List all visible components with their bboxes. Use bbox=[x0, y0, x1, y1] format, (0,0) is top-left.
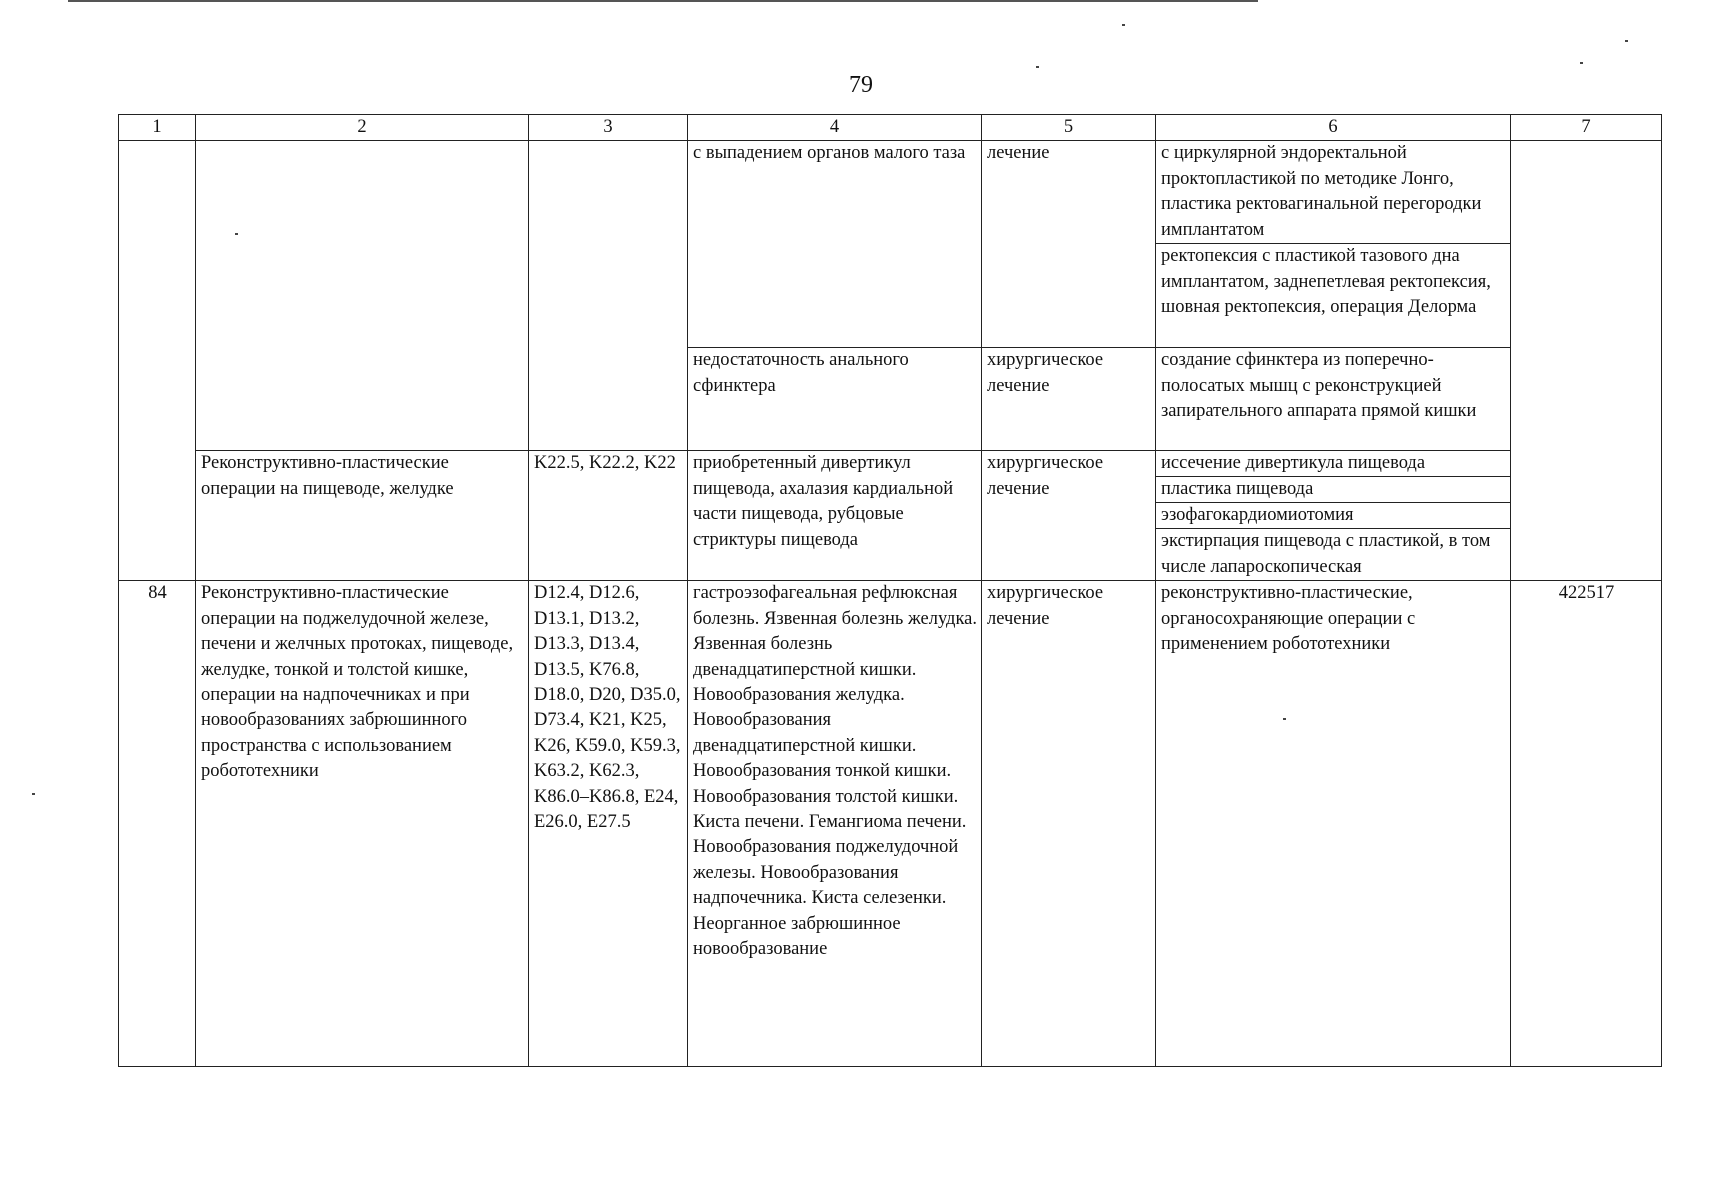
cell-price bbox=[1511, 141, 1662, 581]
cell-diagnosis: приобретенный дивертикул пищевода, ахалазия кардиальной части пищевода, рубцовые стриктуры пищевода bbox=[688, 451, 982, 581]
cell-operation bbox=[196, 141, 529, 451]
cell-codes bbox=[529, 141, 688, 451]
scan-speck bbox=[1036, 66, 1039, 68]
page-number: 79 bbox=[849, 72, 873, 98]
method-item: иссечение дивертикула пищевода bbox=[1156, 451, 1510, 477]
cell-method: ректопексия с пластикой тазового дна имплантатом, заднепетлевая ректопексия, шовная ректопексия, операция Делорма bbox=[1156, 244, 1511, 348]
scan-speck bbox=[1625, 40, 1628, 42]
cell-diagnosis: с выпадением органов малого таза bbox=[688, 141, 982, 348]
cell-codes: D12.4, D12.6, D13.1, D13.2, D13.3, D13.4, D13.5, K76.8, D18.0, D20, D35.0, D73.4, K21, K25, K26, K59.0, K59.3, K63.2, K62.3, K86.0–K86.8, E24, E26.0, E27.5 bbox=[529, 581, 688, 1067]
cell-method: создание сфинктера из поперечно-полосатых мышц с реконструкцией запирательного аппарата прямой кишки bbox=[1156, 348, 1511, 451]
column-header: 7 bbox=[1511, 115, 1662, 141]
column-header: 5 bbox=[982, 115, 1156, 141]
method-item: экстирпация пищевода с пластикой, в том числе лапароскопическая bbox=[1161, 531, 1491, 577]
top-rule bbox=[68, 0, 1258, 2]
cell-diagnosis: гастроэзофагеальная рефлюксная болезнь. Язвенная болезнь желудка. Язвенная болезнь двенадцатиперстной кишки. Новообразования желудка. Новообразования двенадцатиперстной кишки. Новообразования тонкой кишки. Новообразования толстой кишки. Киста печени. Гемангиома печени. Новообразования поджелудочной железы. Новообразования надпочечника. Киста селезенки. Неорганное забрюшинное новообразование bbox=[688, 581, 982, 1067]
cell-treatment: хирургическое лечение bbox=[982, 581, 1156, 1067]
method-item: эзофагокардиомиотомия bbox=[1156, 503, 1510, 529]
column-header: 3 bbox=[529, 115, 688, 141]
table-row bbox=[119, 141, 1662, 244]
cell-method-list bbox=[1156, 451, 1511, 581]
scan-speck bbox=[1580, 62, 1583, 64]
column-header: 6 bbox=[1156, 115, 1511, 141]
cell-number: 84 bbox=[119, 581, 196, 1067]
cell-treatment: хирургическое лечение bbox=[982, 348, 1156, 451]
column-header: 2 bbox=[196, 115, 529, 141]
column-header: 1 bbox=[119, 115, 196, 141]
column-header: 4 bbox=[688, 115, 982, 141]
cell-method: с циркулярной эндоректальной проктопластикой по методике Лонго, пластика ректовагинальной перегородки имплантатом bbox=[1156, 141, 1511, 244]
cell-price: 422517 bbox=[1511, 581, 1662, 1067]
cell-treatment: лечение bbox=[982, 141, 1156, 348]
cell-method: реконструктивно-пластические, органосохраняющие операции с применением робототехники bbox=[1156, 581, 1511, 1067]
scan-speck bbox=[1122, 24, 1125, 26]
cell-operation: Реконструктивно-пластические операции на поджелудочной железе, печени и желчных протоках, пищеводе, желудке, тонкой и толстой кишке, операции на надпочечниках и при новообразованиях забрюшинного пространства с использованием робототехники bbox=[196, 581, 529, 1067]
method-item: пластика пищевода bbox=[1156, 477, 1510, 503]
cell-diagnosis: недостаточность анального сфинктера bbox=[688, 348, 982, 451]
scan-speck bbox=[32, 793, 35, 795]
cell-codes: K22.5, K22.2, K22 bbox=[529, 451, 688, 581]
column-number-row bbox=[119, 115, 1662, 141]
table-row bbox=[119, 581, 1662, 1067]
cell-operation: Реконструктивно-пластические операции на пищеводе, желудке bbox=[196, 451, 529, 581]
cell-number bbox=[119, 141, 196, 581]
cell-treatment: хирургическое лечение bbox=[982, 451, 1156, 581]
table-row bbox=[119, 451, 1662, 581]
procedures-table bbox=[118, 114, 1662, 1067]
